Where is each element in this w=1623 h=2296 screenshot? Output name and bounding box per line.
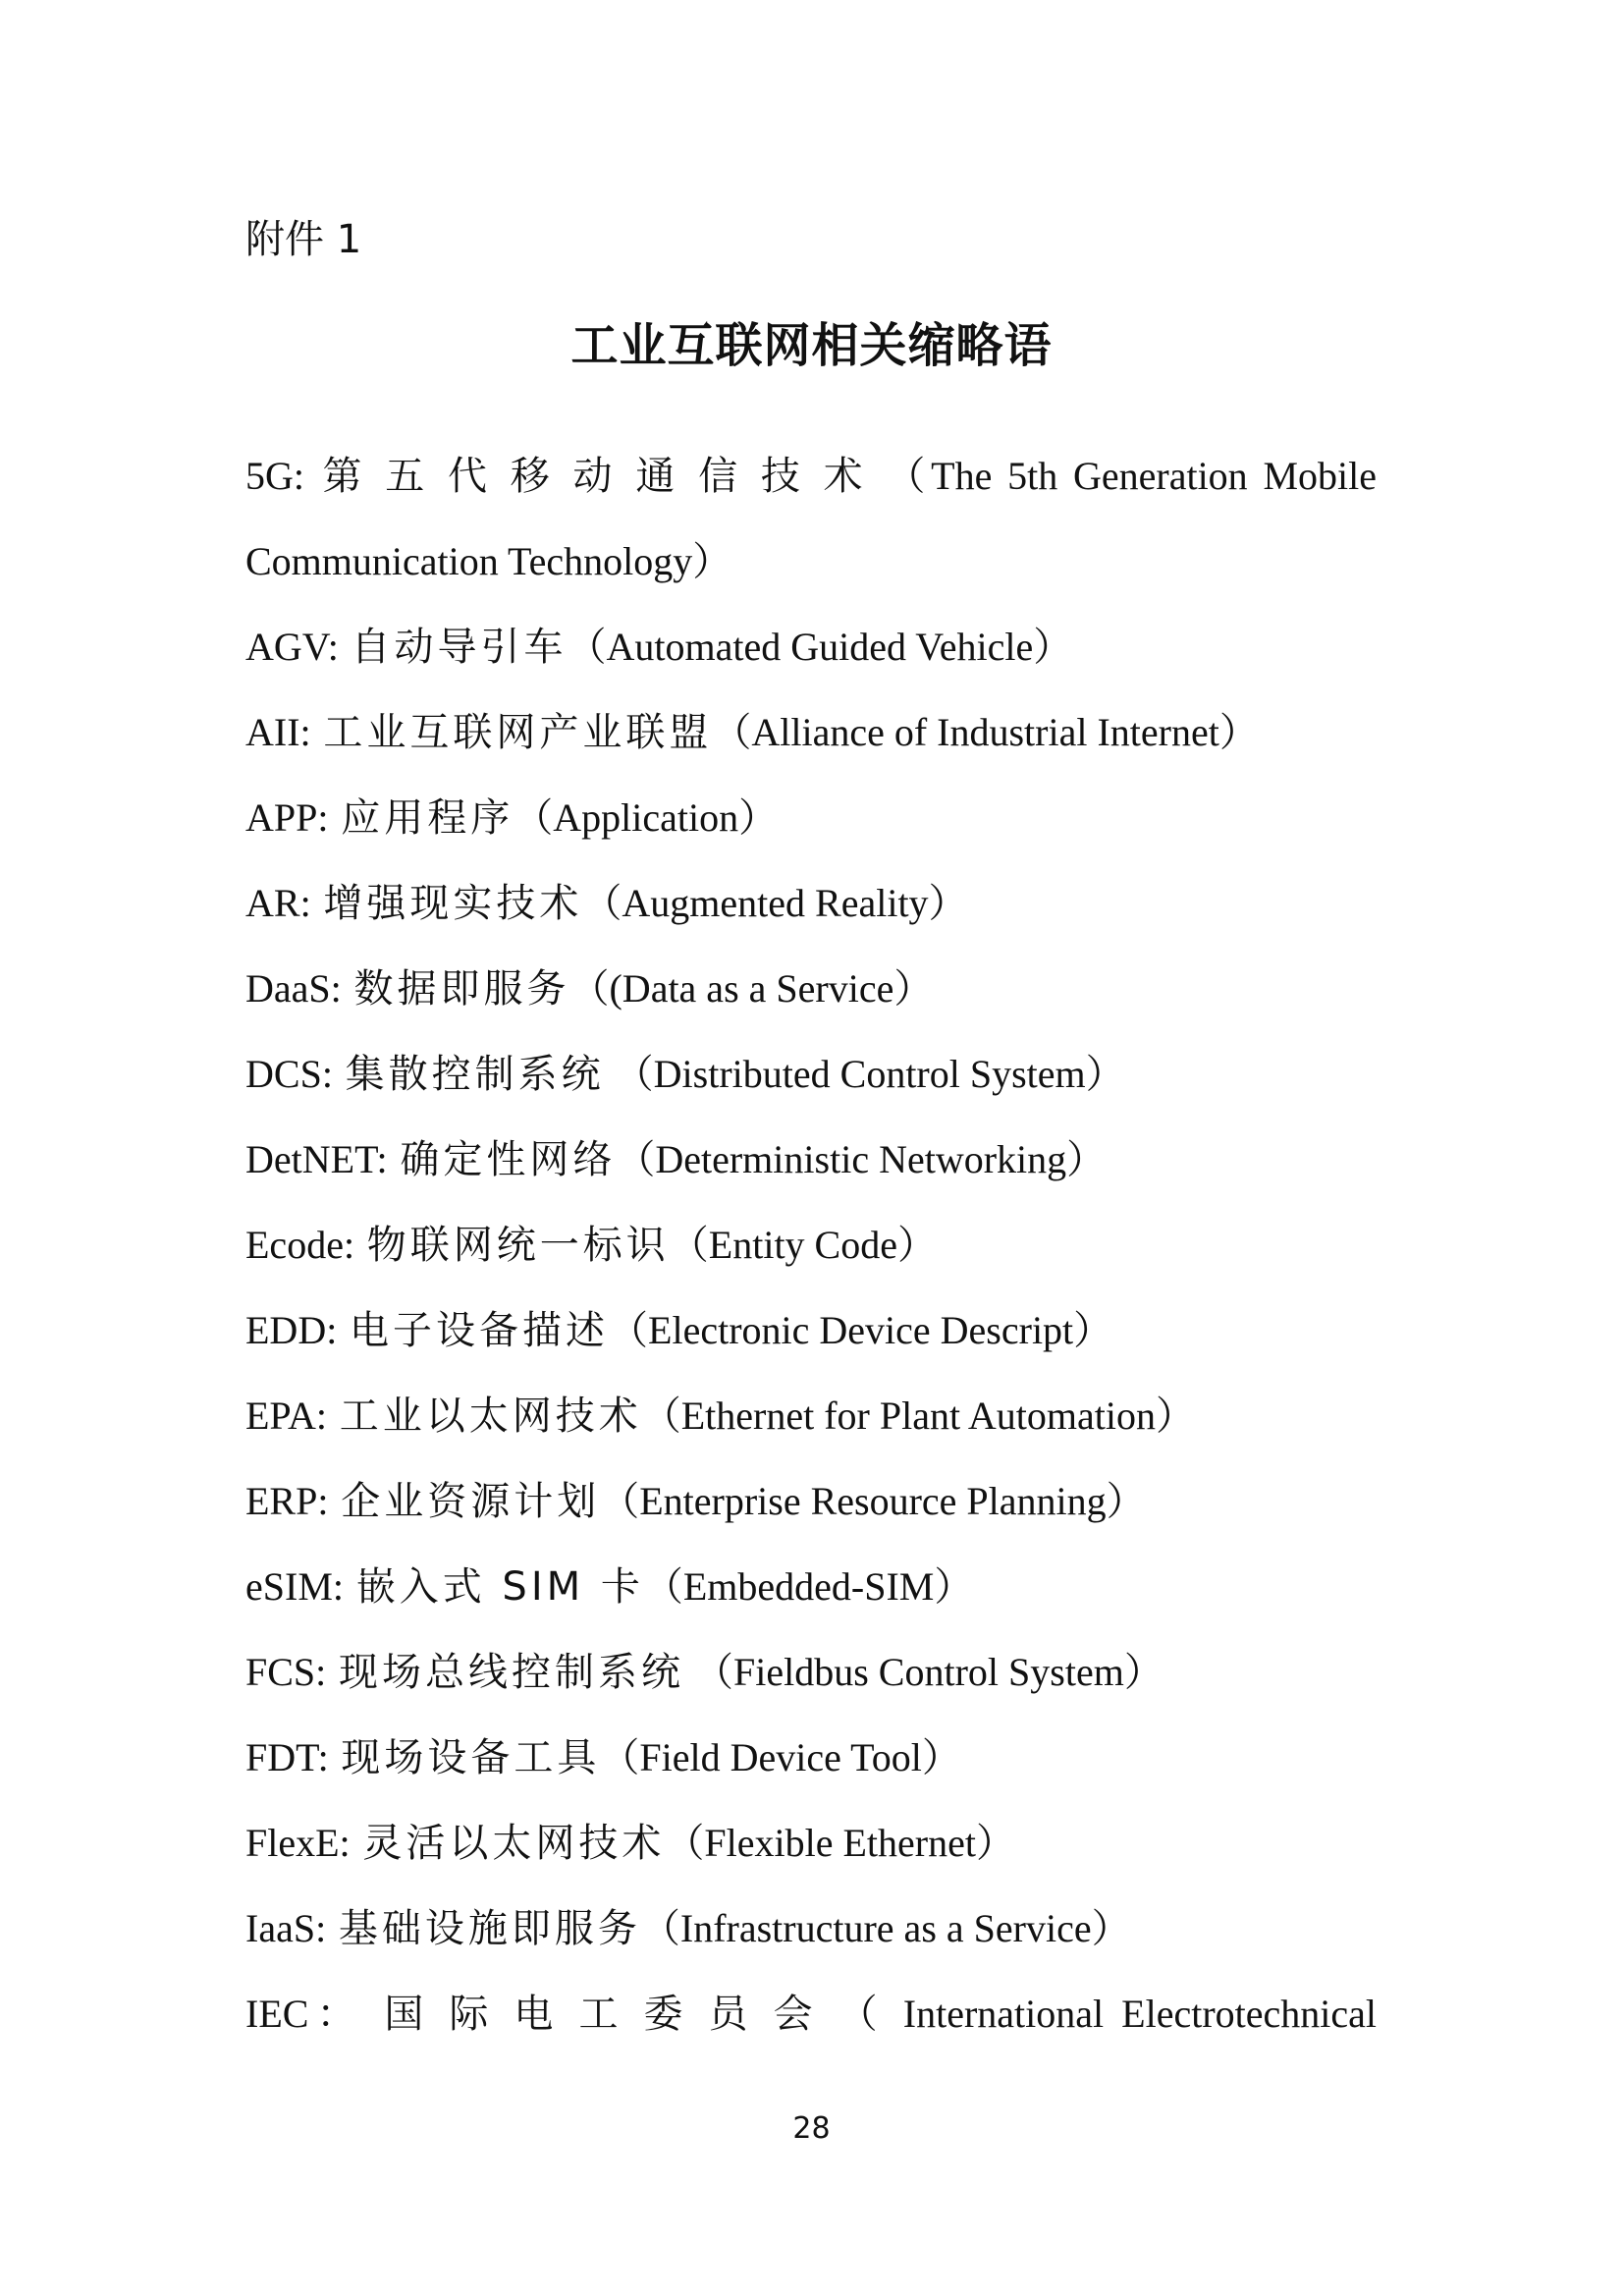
abbreviation-entry: ERP: 企业资源计划（Enterprise Resource Planning） [245,1479,1146,1524]
page-title: 工业互联网相关缩略语 [570,318,1053,373]
abbreviation-entry: FDT: 现场设备工具（Field Device Tool） [245,1735,961,1780]
abbreviation-entry: IaaS: 基础设施即服务（Infrastructure as a Service） [245,1906,1131,1951]
abbreviation-entry-5g-line-2: Communication Technology） [245,539,732,583]
abbreviation-list [245,448,1377,2071]
abbreviation-entry: APP: 应用程序（Application） [245,795,779,841]
abbreviation-entry: eSIM: 嵌入式 SIM 卡（Embedded-SIM） [245,1564,974,1610]
abbreviation-entry: FCS: 现场总线控制系统 （Fieldbus Control System） [245,1650,1163,1695]
abbreviation-entry: EPA: 工业以太网技术（Ethernet for Plant Automation） [245,1394,1195,1439]
page-number: 28 [792,2111,831,2146]
abbreviation-entry: EDD: 电子设备描述（Electronic Device Descript） [245,1308,1113,1353]
abbreviation-entry: IEC： 国际电工委员会（ International Electrotechnical [245,1992,1377,2037]
abbreviation-entry: DCS: 集散控制系统 （Distributed Control System） [245,1052,1125,1097]
abbreviation-entry: FlexE: 灵活以太网技术（Flexible Ethernet） [245,1821,1015,1866]
abbreviation-entry-5g-line-1: 5G: 第五代移动通信技术（The 5th Generation Mobile [245,454,1377,499]
attachment-label: 附件 1 [245,217,362,262]
abbreviation-entry: AII: 工业互联网产业联盟（Alliance of Industrial Internet） [245,710,1259,755]
abbreviation-entry: DaaS: 数据即服务（(Data as a Service） [245,966,934,1011]
abbreviation-entry: Ecode: 物联网统一标识（Entity Code） [245,1223,937,1268]
abbreviation-entry: DetNET: 确定性网络（Deterministic Networking） [245,1137,1107,1182]
abbreviation-entry: AGV: 自动导引车（Automated Guided Vehicle） [245,625,1073,670]
abbreviation-entry: AR: 增强现实技术（Augmented Reality） [245,881,968,926]
